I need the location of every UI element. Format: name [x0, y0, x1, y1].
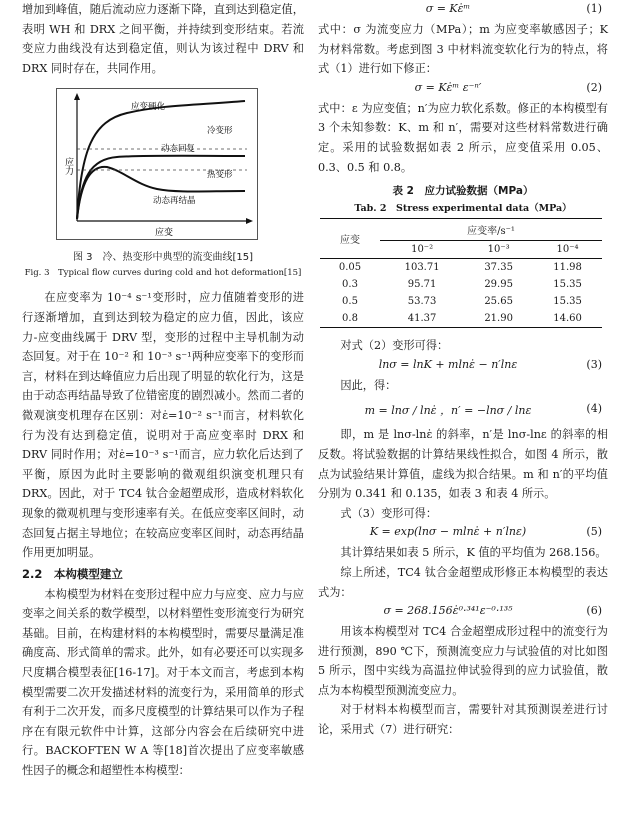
table-rate-header: 10⁻⁴: [556, 244, 579, 256]
right-paragraph-10: 对于材料本构模型而言，需要针对其预测误差进行讨论，采用式（7）进行研究：: [318, 703, 608, 737]
equation-2: σ = Kε̇ᵐ ε⁻ⁿ′ (2): [414, 80, 602, 94]
right-paragraph-6: 式（3）变形可得：: [340, 506, 438, 520]
table-rate-header: 10⁻²: [411, 244, 434, 256]
figure-label-cold-deformation: 冷变形: [207, 126, 233, 137]
equation-5: K = exp(lnσ − mlnε̇ + n′lnε) (5): [369, 525, 602, 539]
table-row: 0.05 103.71 37.35 11.98: [338, 262, 582, 274]
right-paragraph-8: 综上所述，TC4 钛合金超塑成形修正本构模型的表达式为：: [318, 565, 608, 599]
equation-3: lnσ = lnK + mlnε̇ − n′lnε (3): [378, 357, 602, 371]
equation-4: m = lnσ / lnε̇ ，n′ = −lnσ / lnε (4): [364, 402, 602, 418]
table-header-rate: 应变率/s⁻¹: [380, 219, 602, 241]
figure-label-dynamic-recrystallization: 动态再结晶: [153, 196, 196, 207]
left-paragraph-1: 增加到峰值，随后流动应力逐渐下降，直到达到稳定值，表明 WH 和 DRX 之间平衡，并持续到变形结束。若流变应力曲线没有达到稳定值，则认为该过程中 DRV 和 DRX 同时存在，共同作用。: [22, 3, 304, 75]
right-paragraph-1: 式中：σ 为流变应力（MPa）；m 为应变率敏感因子；K 为材料常数。考虑到图 3 中材料流变软化行为的特点，将式（1）进行如下修正：: [318, 23, 608, 76]
table-header-strain: 应变: [340, 235, 360, 247]
figure-label-dynamic-recovery: 动态回复: [161, 144, 196, 155]
right-paragraph-5: 即，m 是 lnσ-lnε̇ 的斜率，n′是 lnσ-lnε 的斜率的相反数。将试验数据的计算结果线性拟合，如图 4 所示，散点为试验结果计算值，虚线为拟合结果。m 和 n′的平均值分别为 0.341 和 0.135，如表 3 和表 4 所示。: [318, 428, 608, 501]
figure-label-x-axis: 应变: [155, 228, 174, 239]
right-paragraph-3: 对式（2）变形可得：: [340, 339, 449, 353]
figure-label-hot-deformation: 热变形: [207, 170, 233, 181]
flow-curve-plot: [57, 89, 257, 239]
figure-caption-en: Fig. 3 Typical flow curves during cold and hot deformation[15]: [24, 268, 302, 279]
table-title-en: Tab. 2 Stress experimental data（MPa）: [354, 203, 572, 215]
right-paragraph-2: 式中：ε 为应变值；n′为应力软化系数。修正的本构模型有 3 个未知参数：K、m 和 n′，需要对这些材料常数进行确定。采用的试验数据如表 2 所示，应变值采用 0.05、0.3、0.5 和 0.8。: [318, 101, 608, 174]
table-row: 0.5 53.73 25.65 15.35: [342, 296, 582, 308]
figure-caption-cn: 图 3 冷、热变形中典型的流变曲线[15]: [72, 252, 254, 264]
figure-3-flow-curves: [56, 88, 258, 240]
table-row: 0.8 41.37 21.90 14.60: [320, 310, 602, 328]
table-rate-header: 10⁻³: [487, 244, 510, 256]
figure-label-y-axis: 应力: [63, 157, 73, 176]
table-row: 0.3 95.71 29.95 15.35: [342, 279, 582, 291]
right-column: [318, 0, 608, 740]
right-paragraph-9: 用该本构模型对 TC4 合金超塑成形过程中的流变行为进行预测，890 ℃下，预测流变应力与试验值的对比如图 5 所示，图中实线为高温拉伸试验得到的应力试验值，散点为本构模型预测流变应力。: [318, 625, 608, 697]
stress-data-table: [320, 218, 602, 328]
right-paragraph-4: 因此，得：: [340, 378, 397, 392]
figure-label-strain-hardening: 应变硬化: [131, 102, 166, 113]
equation-1: σ = Kε̇ᵐ (1): [425, 2, 602, 15]
left-column: [22, 0, 304, 781]
section-heading: 2.2 本构模型建立: [22, 566, 123, 581]
right-paragraph-7: 其计算结果如表 5 所示，K 值的平均值为 268.156。: [340, 546, 607, 560]
equation-6: σ = 268.156ε̇⁰·³⁴¹ε⁻⁰·¹³⁵ (6): [383, 604, 602, 618]
left-paragraph-3: 本构模型为材料在变形过程中应力与应变、应力与应变率之间关系的数学模型，以材料塑性变形流变行为研究基础。目前，在构建材料的本构模型时，需要尽量满足准确度高、形式简单的需求。此外，如有必要还可以实现多尺度耦合模型表征[16-17]。对于本文而言，考虑到本构模型需要二次开发描述材料的流变行为，采用简单的形式有利于二次开发，而多尺度模型的计算结果可以作为子程序在有限元软件中计算，这部分内容会在后续研究中进行。BACKOFTEN W A 等[18]首次提出了应变率敏感性因子的概念和超塑性本构模型：: [22, 587, 304, 778]
table-title-cn: 表 2 应力试验数据（MPa）: [392, 185, 534, 198]
left-paragraph-2: 在应变率为 10⁻⁴ s⁻¹变形时，应力值随着变形的进行逐渐增加，直到达到较为稳定的应力值，因此，该应力-应变曲线属于 DRV 型，变形的过程中主导机制为动态回复。对于在 10⁻² 和 10⁻³ s⁻¹两种应变率下的变形而言，材料在到达峰值应力后出现了明显的软化行为，这是由于动态再结晶导致了位错密度的剧烈减小。然而二者的微观演变机理存在区别：对ε̇=10⁻² s⁻¹而言，材料软化行为没有达到稳定值，说明对于高应变率时 DRX 和 DRV 同时作用；对ε̇=10⁻³ s⁻¹而言，应力软化后达到了平衡，原因为此时主要影响的微观组织演变机理只有 DRX。因此，对于 TC4 钛合金超塑成形，造成材料软化现象的微观机理与变形速率有关。在低应变率区间时，动态回复占据主导地位；在较高应变率区间时，动态再结晶作用更加明显。: [22, 291, 304, 560]
